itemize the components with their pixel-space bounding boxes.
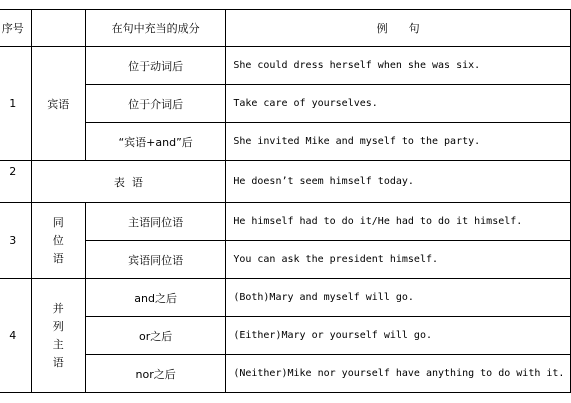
reflexive-pronoun-table-wrapper (0, 9, 571, 393)
example-cell: She could dress herself when she was six. (226, 47, 571, 85)
table-row (0, 161, 571, 203)
role-cell: nor之后 (85, 355, 225, 393)
row-number: 1 (0, 47, 31, 161)
row-number: 3 (0, 203, 31, 279)
category-char: 语 (52, 251, 64, 265)
header-category (31, 10, 85, 47)
example-cell: (Both)Mary and myself will go. (226, 279, 571, 317)
table-row (0, 355, 571, 393)
example-cell: She invited Mike and myself to the party. (226, 123, 571, 161)
row-number: 2 (0, 161, 31, 203)
header-no: 序号 (0, 10, 31, 47)
table-row (0, 203, 571, 241)
category-char: 列 (52, 319, 64, 333)
category-cell: 表 语 (31, 161, 226, 203)
role-cell: or之后 (85, 317, 225, 355)
role-cell: 宾语同位语 (85, 241, 225, 279)
example-cell: He himself had to do it/He had to do it himself. (226, 203, 571, 241)
table-row (0, 279, 571, 317)
header-row (0, 10, 571, 47)
role-cell: “宾语+and”后 (85, 123, 225, 161)
table-row (0, 123, 571, 161)
role-cell: and之后 (85, 279, 225, 317)
example-cell: He doesn’t seem himself today. (226, 161, 571, 203)
table-row (0, 241, 571, 279)
example-cell: Take care of yourselves. (226, 85, 571, 123)
table-row (0, 85, 571, 123)
header-role: 在句中充当的成分 (85, 10, 225, 47)
category-cell: 宾语 (31, 47, 85, 161)
example-cell: (Neither)Mike nor yourself have anything to do with it. (226, 355, 571, 393)
table-row (0, 317, 571, 355)
role-cell: 位于动词后 (85, 47, 225, 85)
category-char: 主 (52, 337, 64, 351)
example-cell: You can ask the president himself. (226, 241, 571, 279)
category-char: 同 (52, 215, 64, 229)
category-char: 并 (52, 301, 64, 315)
category-cell (31, 279, 85, 393)
row-number: 4 (0, 279, 31, 393)
example-cell: (Either)Mary or yourself will go. (226, 317, 571, 355)
category-char: 语 (52, 355, 64, 369)
role-cell: 位于介词后 (85, 85, 225, 123)
reflexive-pronoun-table (0, 9, 571, 393)
role-cell: 主语同位语 (85, 203, 225, 241)
header-example: 例 句 (226, 10, 571, 47)
table-row (0, 47, 571, 85)
category-cell (31, 203, 85, 279)
category-char: 位 (52, 233, 64, 247)
